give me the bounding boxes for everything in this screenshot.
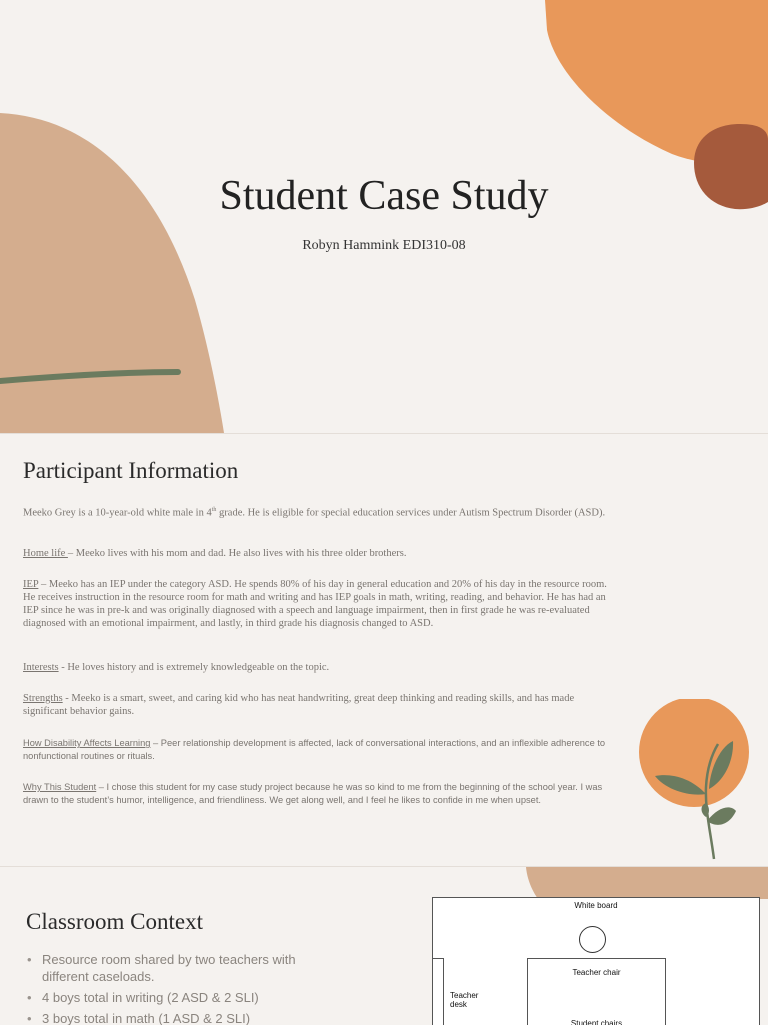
side-counter xyxy=(433,958,444,1025)
list-item: • Resource room shared by two teachers with different caseloads. xyxy=(27,951,297,985)
presentation-title: Student Case Study xyxy=(219,173,549,219)
disability-text: – Peer relationship development is affected, lack of conversational interactions, and an inflexible adherence to nonfunctional routines or rituals. xyxy=(23,738,606,761)
classroom-heading: Classroom Context xyxy=(26,909,203,934)
teacher-table xyxy=(527,958,666,1025)
why-student-paragraph xyxy=(23,781,613,807)
intro-paragraph xyxy=(23,504,613,520)
list-item: • 4 boys total in writing (2 ASD & 2 SLI) xyxy=(27,989,297,1006)
whiteboard-label: White board xyxy=(574,901,618,910)
interests-label: Interests xyxy=(23,662,59,673)
intro-text-start: Meeko Grey is a 10-year-old white male in 4 xyxy=(23,507,212,519)
why-student-label: Why This Student xyxy=(23,782,97,792)
interests-text: - He loves history and is extremely knowledgeable on the topic. xyxy=(58,662,330,673)
classroom-bullet-list xyxy=(27,951,297,1025)
home-life-label: Home life xyxy=(23,548,68,559)
home-life-text: – Meeko lives with his mom and dad. He also lives with his three older brothers. xyxy=(67,548,407,559)
teacher-chair-label: Teacher chair xyxy=(572,968,621,977)
interests-paragraph xyxy=(23,661,613,674)
strengths-text: - Meeko is a smart, sweet, and caring kid who has neat handwriting, great deep thinking and reading skills, and has made significant behavior gains. xyxy=(23,693,575,717)
presentation-subtitle: Robyn Hammink EDI310-08 xyxy=(302,238,466,253)
title-slide xyxy=(0,0,768,433)
iep-paragraph xyxy=(23,578,613,630)
student-chairs-label: Student chairs xyxy=(570,1019,623,1025)
disability-label: How Disability Affects Learning xyxy=(23,738,151,748)
participant-slide xyxy=(0,433,768,866)
list-item: • 3 boys total in math (1 ASD & 2 SLI) xyxy=(27,1010,297,1025)
iep-label: IEP xyxy=(23,579,39,590)
teacher-desk-label: Teacher desk xyxy=(450,991,479,1009)
round-table xyxy=(579,926,606,953)
strengths-label: Strengths xyxy=(23,693,63,704)
strengths-paragraph xyxy=(23,692,613,718)
leaf-lower-right xyxy=(707,807,736,824)
intro-superscript: th xyxy=(211,507,217,513)
why-student-text: – I chose this student for my case study project because he was so kind to me from the beginning of the school year. I was drawn to the student’s humor, intelligence, and friendliness. We get along well, and I feel he likes to confide in me when upset. xyxy=(23,782,603,805)
plant-illustration xyxy=(630,699,765,864)
iep-text: – Meeko has an IEP under the category ASD. He spends 80% of his day in general education and 20% of his day in the resource room. He receives instruction in the resource room for math and writing and has IEP goals in math, writing, reading, and behavior. He has had an IEP since he was in pre-k and was originally diagnosed with a speech and language impairment, then in first grade he was re-evaluated diagnosed with an emotional impairment, and lastly, in third grade his diagnosis changed to ASD. xyxy=(23,579,607,629)
tan-blob-shape xyxy=(0,113,224,433)
home-life-paragraph xyxy=(23,547,613,560)
intro-text-end: grade. He is eligible for special education services under Autism Spectrum Disorder (ASD). xyxy=(216,507,606,519)
disability-paragraph xyxy=(23,737,613,763)
classroom-floor-plan xyxy=(432,897,760,1025)
participant-heading: Participant Information xyxy=(23,458,239,483)
tan-corner-shape xyxy=(526,867,768,899)
classroom-slide xyxy=(0,866,768,1025)
